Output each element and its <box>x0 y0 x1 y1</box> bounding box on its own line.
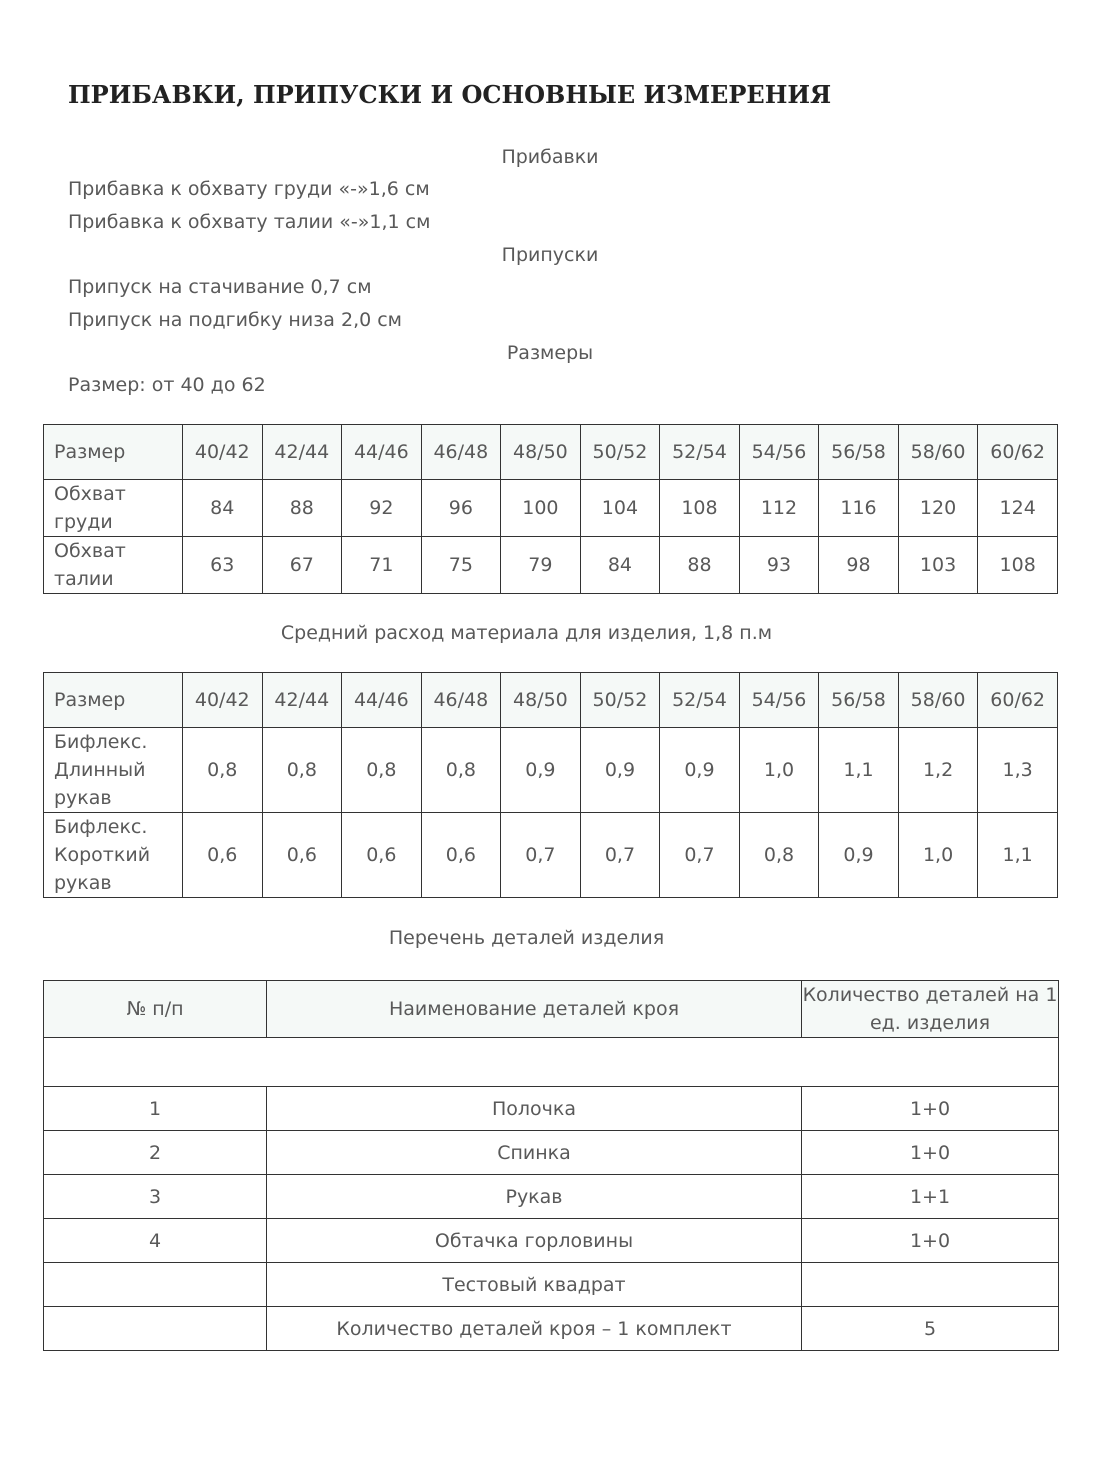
empty-cell <box>44 1038 1059 1087</box>
allowances-heading: Прибавки <box>501 146 599 168</box>
header-cell: 60/62 <box>978 425 1058 480</box>
table-row <box>44 1219 1059 1263</box>
header-cell: 60/62 <box>978 673 1058 728</box>
table-cell: Спинка <box>267 1131 802 1175</box>
table-cell: 104 <box>580 480 660 537</box>
table-cell: 1+0 <box>802 1219 1059 1263</box>
table-cell: 2 <box>44 1131 267 1175</box>
header-cell: 46/48 <box>421 425 501 480</box>
table-row <box>44 1307 1059 1351</box>
table-cell: 1+0 <box>802 1087 1059 1131</box>
table-cell <box>802 1263 1059 1307</box>
table-cell: Обтачка горловины <box>267 1219 802 1263</box>
table-cell: 0,8 <box>421 728 501 813</box>
table-cell: 1+0 <box>802 1131 1059 1175</box>
table-cell: 84 <box>183 480 263 537</box>
header-cell: Наименование деталей кроя <box>267 981 802 1038</box>
sizes-heading: Размеры <box>506 342 594 364</box>
table-header-row <box>44 981 1059 1038</box>
table-cell: 67 <box>262 537 342 594</box>
size-range: Размер: от 40 до 62 <box>68 374 266 396</box>
table-cell: 0,6 <box>342 813 422 898</box>
allowance-chest: Прибавка к обхвату груди «-»1,6 см <box>68 178 430 200</box>
empty-row <box>44 1038 1059 1087</box>
table-cell: 1,3 <box>978 728 1058 813</box>
table-cell: 84 <box>580 537 660 594</box>
table-cell: 120 <box>898 480 978 537</box>
table-cell: 92 <box>342 480 422 537</box>
seam-stitching: Припуск на стачивание 0,7 см <box>68 276 372 298</box>
header-cell: Количество деталей на 1 ед. изделия <box>802 981 1059 1038</box>
table-row <box>44 1087 1059 1131</box>
table-cell: 88 <box>660 537 740 594</box>
row-label: Обхват груди <box>44 480 183 537</box>
table-cell: 96 <box>421 480 501 537</box>
table-cell: 1,1 <box>978 813 1058 898</box>
row-label: Бифлекс. Короткий рукав <box>44 813 183 898</box>
header-cell: 40/42 <box>183 425 263 480</box>
row-label: Обхват талии <box>44 537 183 594</box>
table-cell: 0,7 <box>501 813 581 898</box>
seam-hem: Припуск на подгибку низа 2,0 см <box>68 309 403 331</box>
header-cell: 44/46 <box>342 425 422 480</box>
header-cell: 56/58 <box>819 673 899 728</box>
table-cell: 0,6 <box>421 813 501 898</box>
table-cell: 63 <box>183 537 263 594</box>
table-row <box>44 1175 1059 1219</box>
header-cell: 42/44 <box>262 425 342 480</box>
table-cell: 124 <box>978 480 1058 537</box>
table-cell: 0,9 <box>660 728 740 813</box>
size-measurements-table <box>43 424 1058 594</box>
table-cell: 79 <box>501 537 581 594</box>
table-cell: 1 <box>44 1087 267 1131</box>
table-cell: 1,0 <box>739 728 819 813</box>
table-cell: 112 <box>739 480 819 537</box>
table-row <box>44 813 1058 898</box>
header-cell: 50/52 <box>580 673 660 728</box>
table-cell: 0,6 <box>262 813 342 898</box>
table-cell: 93 <box>739 537 819 594</box>
seams-heading: Припуски <box>501 244 599 266</box>
table-cell: Тестовый квадрат <box>267 1263 802 1307</box>
table-cell: 0,9 <box>819 813 899 898</box>
table-row <box>44 728 1058 813</box>
page-title: ПРИБАВКИ, ПРИПУСКИ И ОСНОВНЫЕ ИЗМЕРЕНИЯ <box>68 80 832 109</box>
material-caption: Средний расход материала для изделия, 1,8 п.м <box>280 622 773 644</box>
table-cell: 0,7 <box>580 813 660 898</box>
table-row <box>44 1263 1059 1307</box>
table-cell: 100 <box>501 480 581 537</box>
table-cell: 0,8 <box>183 728 263 813</box>
table-cell <box>44 1263 267 1307</box>
table-cell: 0,9 <box>580 728 660 813</box>
header-cell: 48/50 <box>501 425 581 480</box>
table-cell: 1,1 <box>819 728 899 813</box>
table-cell: 0,7 <box>660 813 740 898</box>
table-cell: 71 <box>342 537 422 594</box>
table-cell: 1,2 <box>898 728 978 813</box>
table-cell: 0,9 <box>501 728 581 813</box>
table-cell: 108 <box>660 480 740 537</box>
header-cell: 42/44 <box>262 673 342 728</box>
table-row <box>44 480 1058 537</box>
table-cell: 75 <box>421 537 501 594</box>
table-cell: 3 <box>44 1175 267 1219</box>
table-cell: 0,8 <box>342 728 422 813</box>
table-row <box>44 1131 1059 1175</box>
table-cell: 0,8 <box>262 728 342 813</box>
parts-list-table <box>43 980 1059 1351</box>
header-cell: 58/60 <box>898 425 978 480</box>
header-cell: 54/56 <box>739 425 819 480</box>
table-cell: 0,8 <box>739 813 819 898</box>
header-cell: 52/54 <box>660 425 740 480</box>
table-cell: Рукав <box>267 1175 802 1219</box>
header-cell: 44/46 <box>342 673 422 728</box>
header-cell: 40/42 <box>183 673 263 728</box>
table-cell: Полочка <box>267 1087 802 1131</box>
allowance-waist: Прибавка к обхвату талии «-»1,1 см <box>68 211 431 233</box>
details-caption: Перечень деталей изделия <box>388 927 665 949</box>
header-cell: Размер <box>44 425 183 480</box>
table-header-row <box>44 673 1058 728</box>
table-cell: 1+1 <box>802 1175 1059 1219</box>
table-cell: 0,6 <box>183 813 263 898</box>
header-cell: 48/50 <box>501 673 581 728</box>
table-cell: Количество деталей кроя – 1 комплект <box>267 1307 802 1351</box>
table-cell: 116 <box>819 480 899 537</box>
table-cell: 108 <box>978 537 1058 594</box>
table-cell: 88 <box>262 480 342 537</box>
header-cell: Размер <box>44 673 183 728</box>
table-cell: 103 <box>898 537 978 594</box>
table-cell: 98 <box>819 537 899 594</box>
table-cell: 5 <box>802 1307 1059 1351</box>
table-cell: 4 <box>44 1219 267 1263</box>
material-consumption-table <box>43 672 1058 898</box>
table-row <box>44 537 1058 594</box>
header-cell: 50/52 <box>580 425 660 480</box>
header-cell: 46/48 <box>421 673 501 728</box>
header-cell: 56/58 <box>819 425 899 480</box>
table-cell: 1,0 <box>898 813 978 898</box>
table-header-row <box>44 425 1058 480</box>
table-cell <box>44 1307 267 1351</box>
row-label: Бифлекс. Длинный рукав <box>44 728 183 813</box>
header-cell: 58/60 <box>898 673 978 728</box>
header-cell: № п/п <box>44 981 267 1038</box>
header-cell: 54/56 <box>739 673 819 728</box>
header-cell: 52/54 <box>660 673 740 728</box>
